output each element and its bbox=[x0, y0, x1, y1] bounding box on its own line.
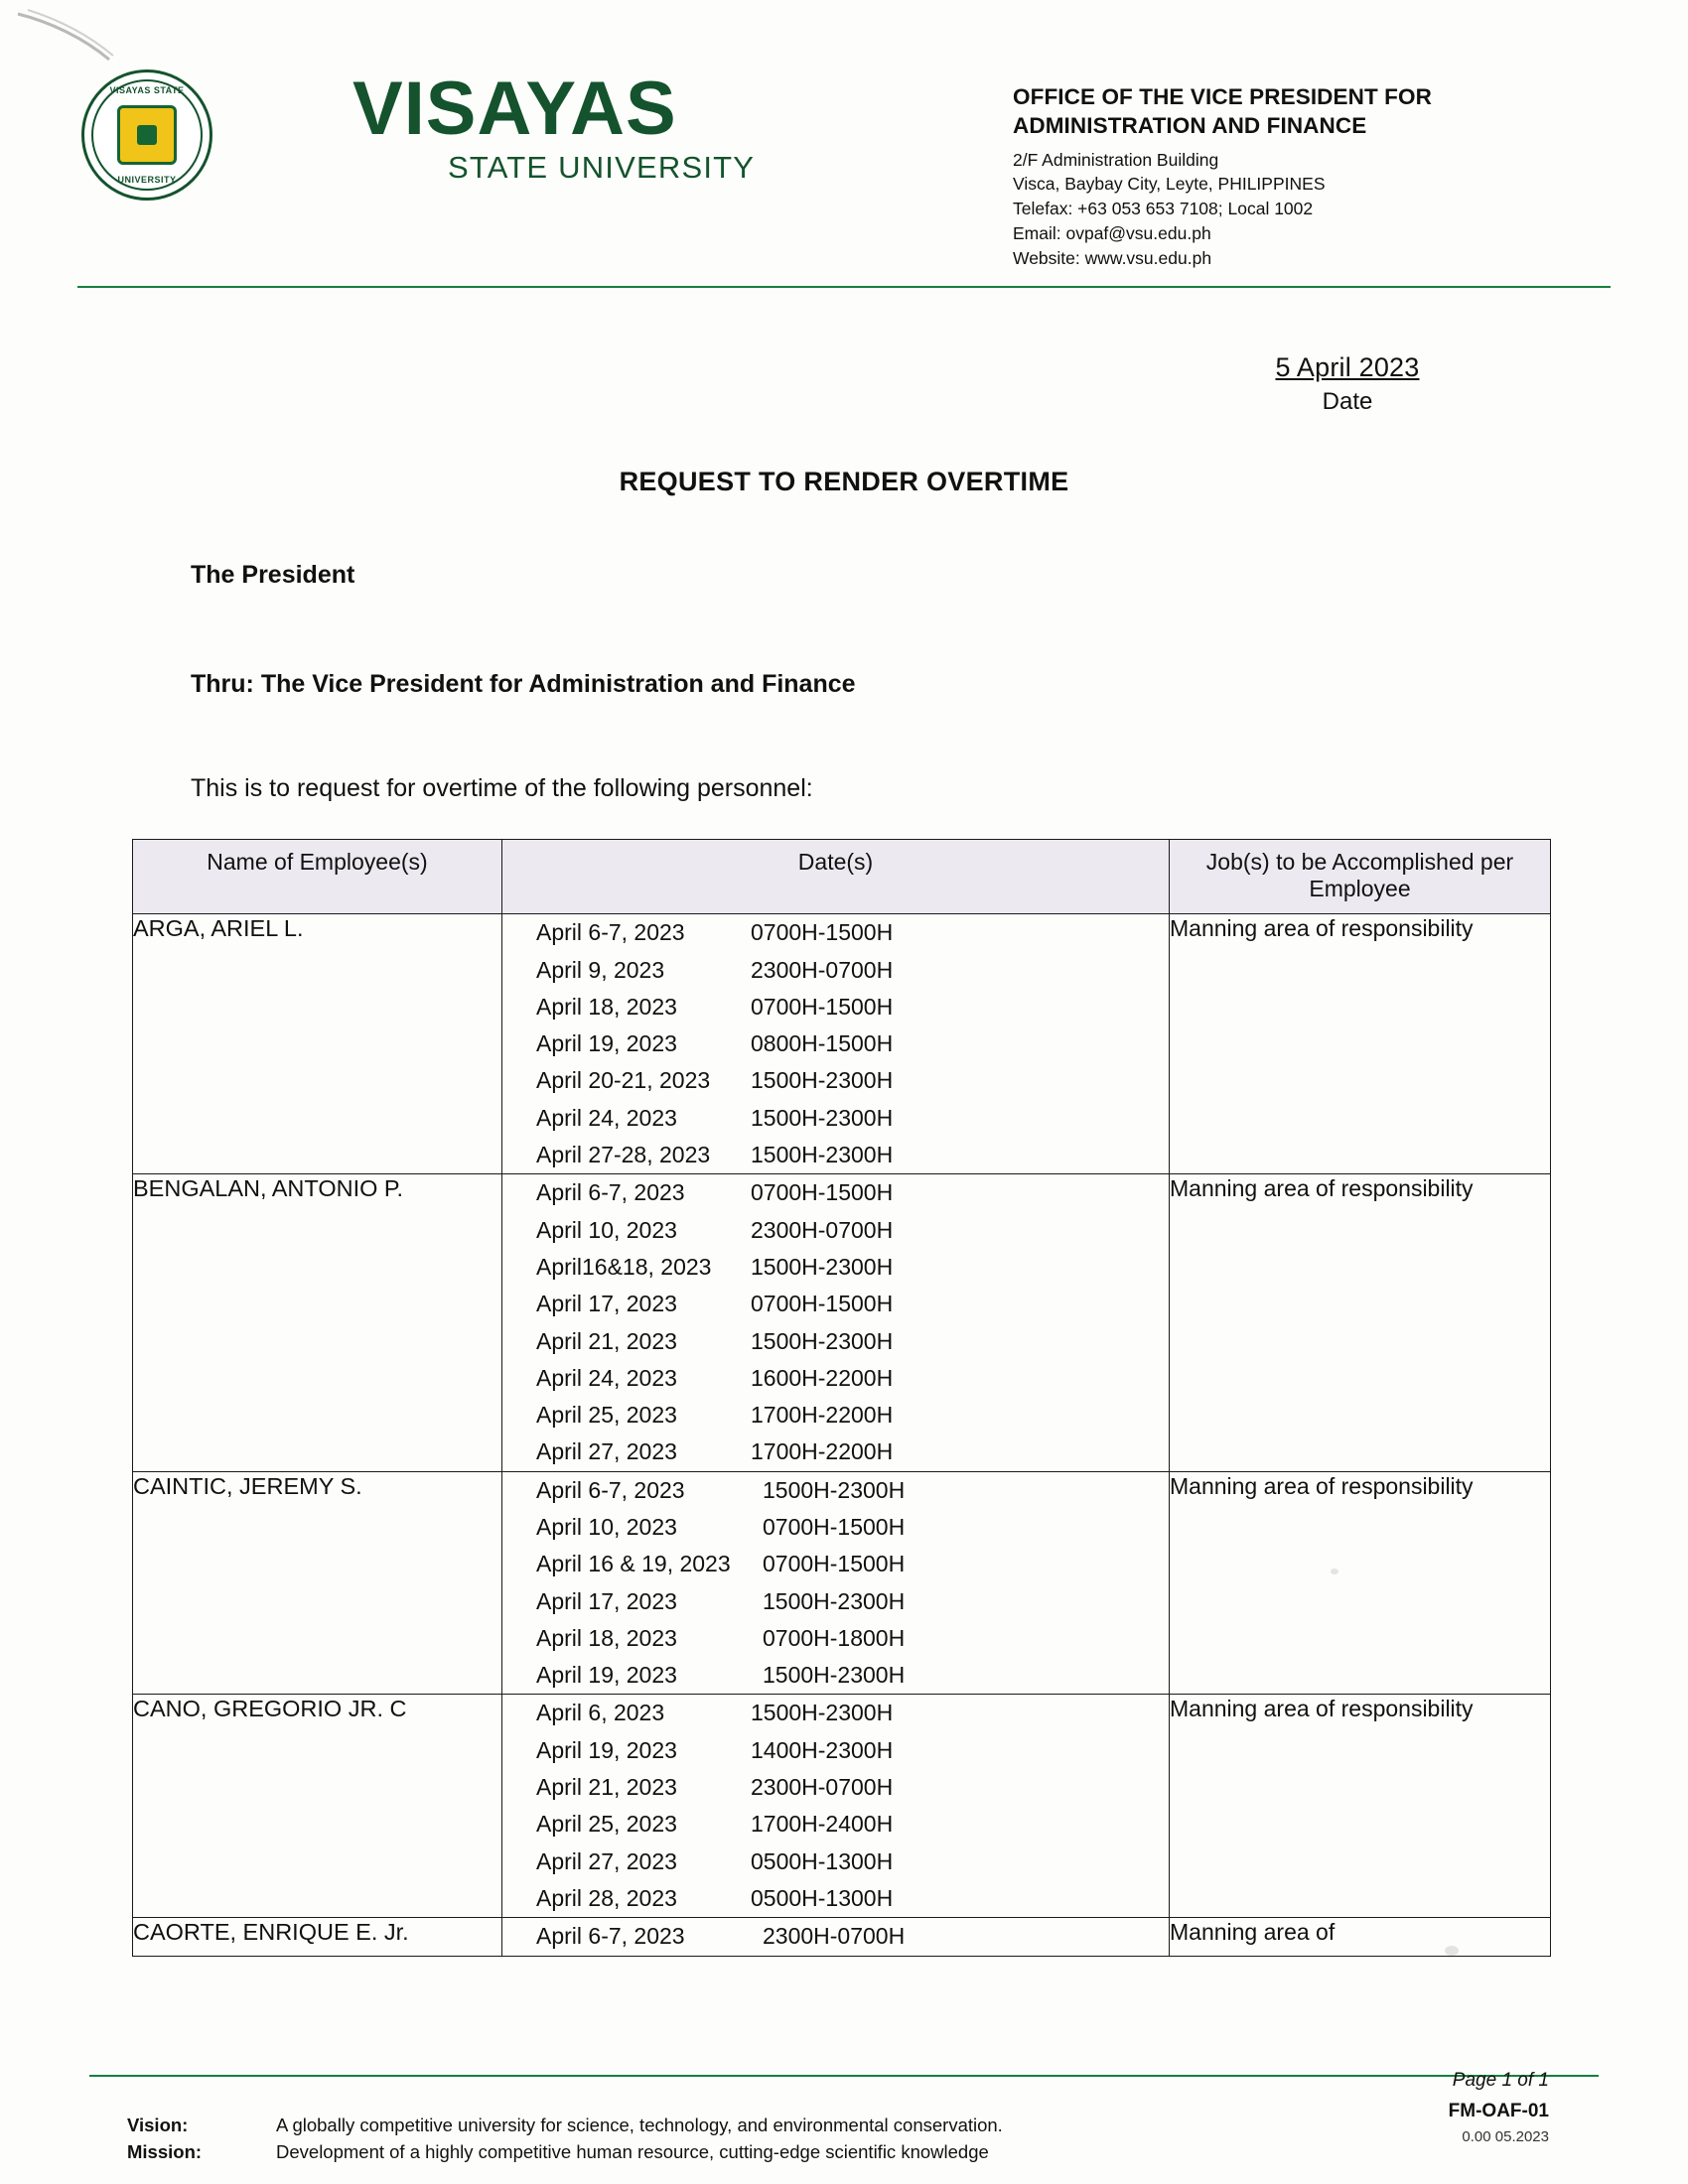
footer-divider bbox=[89, 2075, 1599, 2077]
date-value: April 18, 2023 bbox=[536, 993, 677, 1020]
date-value: April 27, 2023 bbox=[536, 1438, 677, 1465]
time-range: 1700H-2200H bbox=[751, 1402, 894, 1429]
date-entry bbox=[502, 1806, 1169, 1843]
time-range: 0700H-1500H bbox=[751, 919, 894, 946]
date-entry bbox=[502, 1137, 1169, 1173]
date-entry bbox=[502, 1100, 1169, 1137]
date-value: April 27-28, 2023 bbox=[536, 1142, 711, 1168]
date-entry bbox=[502, 1880, 1169, 1917]
date-value: April 25, 2023 bbox=[536, 1811, 677, 1838]
date-entry bbox=[502, 1397, 1169, 1433]
table-row bbox=[133, 1695, 1551, 1918]
date-value: April 21, 2023 bbox=[536, 1774, 677, 1801]
header-divider bbox=[77, 286, 1611, 288]
column-header-job: Job(s) to be Accomplished per Employee bbox=[1170, 840, 1551, 914]
date-entry bbox=[502, 1509, 1169, 1546]
table-row bbox=[133, 914, 1551, 1174]
date-value: April 18, 2023 bbox=[536, 1624, 677, 1651]
table-row bbox=[133, 1471, 1551, 1695]
time-range: 1500H-2300H bbox=[751, 1142, 894, 1168]
letterhead bbox=[70, 28, 1618, 268]
page-number: Page 1 of 1 bbox=[1452, 2070, 1549, 2092]
employee-name-cell: CAINTIC, JEREMY S. bbox=[133, 1471, 502, 1695]
date-value: April 19, 2023 bbox=[536, 1662, 677, 1689]
job-cell: Manning area of responsibility bbox=[1170, 1471, 1551, 1695]
university-seal bbox=[81, 69, 212, 201]
employee-name-cell: CANO, GREGORIO JR. C bbox=[133, 1695, 502, 1918]
time-range: 0700H-1500H bbox=[763, 1514, 906, 1540]
column-header-dates: Date(s) bbox=[502, 840, 1170, 914]
seal-emblem bbox=[117, 105, 177, 165]
footer-text bbox=[127, 2113, 1368, 2166]
time-range: 0700H-1800H bbox=[763, 1624, 906, 1651]
date-entry bbox=[502, 1695, 1169, 1731]
date-value: April 6-7, 2023 bbox=[536, 1179, 685, 1206]
time-range: 1500H-2300H bbox=[751, 1104, 894, 1131]
dates-cell bbox=[502, 914, 1170, 1174]
date-value: April 25, 2023 bbox=[536, 1402, 677, 1429]
vision-text: A globally competitive university for science, technology, and environmental conservation. bbox=[276, 2115, 1003, 2136]
date-entry bbox=[502, 952, 1169, 989]
mission-label: Mission: bbox=[127, 2141, 203, 2163]
date-value: April 24, 2023 bbox=[536, 1104, 677, 1131]
website-line: Website: www.vsu.edu.ph bbox=[1013, 247, 1212, 268]
table-row bbox=[133, 1174, 1551, 1471]
time-range: 0700H-1500H bbox=[751, 1179, 894, 1206]
time-range: 0700H-1500H bbox=[751, 993, 894, 1020]
time-range: 1600H-2200H bbox=[751, 1364, 894, 1391]
time-range: 1700H-2400H bbox=[751, 1811, 894, 1838]
date-entry bbox=[502, 1323, 1169, 1360]
date-value: April 27, 2023 bbox=[536, 1847, 677, 1874]
date-value: April16&18, 2023 bbox=[536, 1253, 712, 1280]
date-entry bbox=[502, 914, 1169, 951]
date-entry bbox=[502, 989, 1169, 1025]
thru-line: Thru: The Vice President for Administration and Finance bbox=[191, 670, 856, 698]
date-entry bbox=[502, 1286, 1169, 1322]
job-cell: Manning area of bbox=[1170, 1918, 1551, 1956]
time-range: 0800H-1500H bbox=[751, 1030, 894, 1057]
document-date: 5 April 2023 bbox=[1275, 352, 1420, 382]
date-value: April 21, 2023 bbox=[536, 1327, 677, 1354]
form-code: FM-OAF-01 bbox=[1448, 2100, 1549, 2121]
intro-paragraph: This is to request for overtime of the following personnel: bbox=[191, 774, 813, 802]
date-entry bbox=[502, 1583, 1169, 1620]
seal-bottom-text: UNIVERSITY bbox=[117, 175, 177, 185]
job-cell: Manning area of responsibility bbox=[1170, 1174, 1551, 1471]
dates-cell bbox=[502, 1471, 1170, 1695]
page-title: REQUEST TO RENDER OVERTIME bbox=[619, 467, 1069, 496]
date-value: April 19, 2023 bbox=[536, 1736, 677, 1763]
date-entry bbox=[502, 1433, 1169, 1470]
date-entry bbox=[502, 1025, 1169, 1062]
time-range: 2300H-0700H bbox=[751, 1774, 894, 1801]
time-range: 2300H-0700H bbox=[751, 956, 894, 983]
time-range: 1500H-2300H bbox=[751, 1067, 894, 1094]
date-value: April 16 & 19, 2023 bbox=[536, 1551, 731, 1577]
date-entry bbox=[502, 1360, 1169, 1397]
university-wordmark bbox=[352, 67, 756, 186]
date-value: April 20-21, 2023 bbox=[536, 1067, 711, 1094]
date-entry bbox=[502, 1472, 1169, 1509]
addressee: The President bbox=[191, 561, 355, 589]
office-details bbox=[1013, 83, 1609, 271]
time-range: 2300H-0700H bbox=[763, 1923, 906, 1950]
date-entry bbox=[502, 1843, 1169, 1880]
table-header-row bbox=[133, 840, 1551, 914]
job-cell: Manning area of responsibility bbox=[1170, 1695, 1551, 1918]
dates-cell bbox=[502, 1174, 1170, 1471]
date-entry bbox=[502, 1620, 1169, 1657]
time-range: 1400H-2300H bbox=[751, 1736, 894, 1763]
date-value: April 28, 2023 bbox=[536, 1884, 677, 1911]
date-entry bbox=[502, 1918, 1169, 1955]
date-block bbox=[1223, 352, 1472, 416]
employee-name-cell: CAORTE, ENRIQUE E. Jr. bbox=[133, 1918, 502, 1956]
date-value: April 17, 2023 bbox=[536, 1587, 677, 1614]
date-value: April 9, 2023 bbox=[536, 956, 665, 983]
date-entry bbox=[502, 1249, 1169, 1286]
employee-name-cell: BENGALAN, ANTONIO P. bbox=[133, 1174, 502, 1471]
date-label: Date bbox=[1322, 388, 1373, 415]
dates-cell bbox=[502, 1918, 1170, 1956]
time-range: 0500H-1300H bbox=[751, 1884, 894, 1911]
university-name-sub: STATE UNIVERSITY bbox=[448, 149, 756, 185]
date-entry bbox=[502, 1732, 1169, 1769]
table-row bbox=[133, 1918, 1551, 1956]
time-range: 1500H-2300H bbox=[751, 1327, 894, 1354]
revision-code: 0.00 05.2023 bbox=[1462, 2128, 1549, 2146]
time-range: 0700H-1500H bbox=[763, 1551, 906, 1577]
date-entry bbox=[502, 1546, 1169, 1582]
date-value: April 6-7, 2023 bbox=[536, 1476, 685, 1503]
overtime-table bbox=[132, 839, 1551, 1957]
date-value: April 10, 2023 bbox=[536, 1216, 677, 1243]
date-entry bbox=[502, 1769, 1169, 1806]
mission-text: Development of a highly competitive human resource, cutting-edge scientific knowledge bbox=[276, 2141, 989, 2163]
job-cell: Manning area of responsibility bbox=[1170, 914, 1551, 1174]
date-value: April 24, 2023 bbox=[536, 1364, 677, 1391]
time-range: 2300H-0700H bbox=[751, 1216, 894, 1243]
date-value: April 17, 2023 bbox=[536, 1291, 677, 1317]
date-value: April 6, 2023 bbox=[536, 1700, 665, 1726]
time-range: 1500H-2300H bbox=[763, 1662, 906, 1689]
time-range: 1500H-2300H bbox=[751, 1253, 894, 1280]
time-range: 0500H-1300H bbox=[751, 1847, 894, 1874]
time-range: 1500H-2300H bbox=[763, 1587, 906, 1614]
page-meta bbox=[1449, 2067, 1549, 2148]
dates-cell bbox=[502, 1695, 1170, 1918]
time-range: 1500H-2300H bbox=[763, 1476, 906, 1503]
seal-top-text: VISAYAS STATE bbox=[109, 85, 185, 95]
date-value: April 6-7, 2023 bbox=[536, 1923, 685, 1950]
column-header-name: Name of Employee(s) bbox=[133, 840, 502, 914]
email-line: Email: ovpaf@vsu.edu.ph bbox=[1013, 223, 1211, 244]
address-line-2: Visca, Baybay City, Leyte, PHILIPPINES bbox=[1013, 174, 1326, 195]
office-title: OFFICE OF THE VICE PRESIDENT FOR ADMINISTRATION AND FINANCE bbox=[1013, 84, 1432, 138]
date-entry bbox=[502, 1174, 1169, 1211]
time-range: 0700H-1500H bbox=[751, 1291, 894, 1317]
time-range: 1500H-2300H bbox=[751, 1700, 894, 1726]
address-line-3: Telefax: +63 053 653 7108; Local 1002 bbox=[1013, 199, 1314, 219]
employee-name-cell: ARGA, ARIEL L. bbox=[133, 914, 502, 1174]
address-line-1: 2/F Administration Building bbox=[1013, 149, 1219, 170]
date-entry bbox=[502, 1062, 1169, 1099]
time-range: 1700H-2200H bbox=[751, 1438, 894, 1465]
date-value: April 19, 2023 bbox=[536, 1030, 677, 1057]
date-entry bbox=[502, 1657, 1169, 1694]
vision-label: Vision: bbox=[127, 2115, 189, 2136]
date-value: April 6-7, 2023 bbox=[536, 919, 685, 946]
date-entry bbox=[502, 1212, 1169, 1249]
date-value: April 10, 2023 bbox=[536, 1514, 677, 1540]
university-name-main: VISAYAS bbox=[352, 67, 677, 151]
